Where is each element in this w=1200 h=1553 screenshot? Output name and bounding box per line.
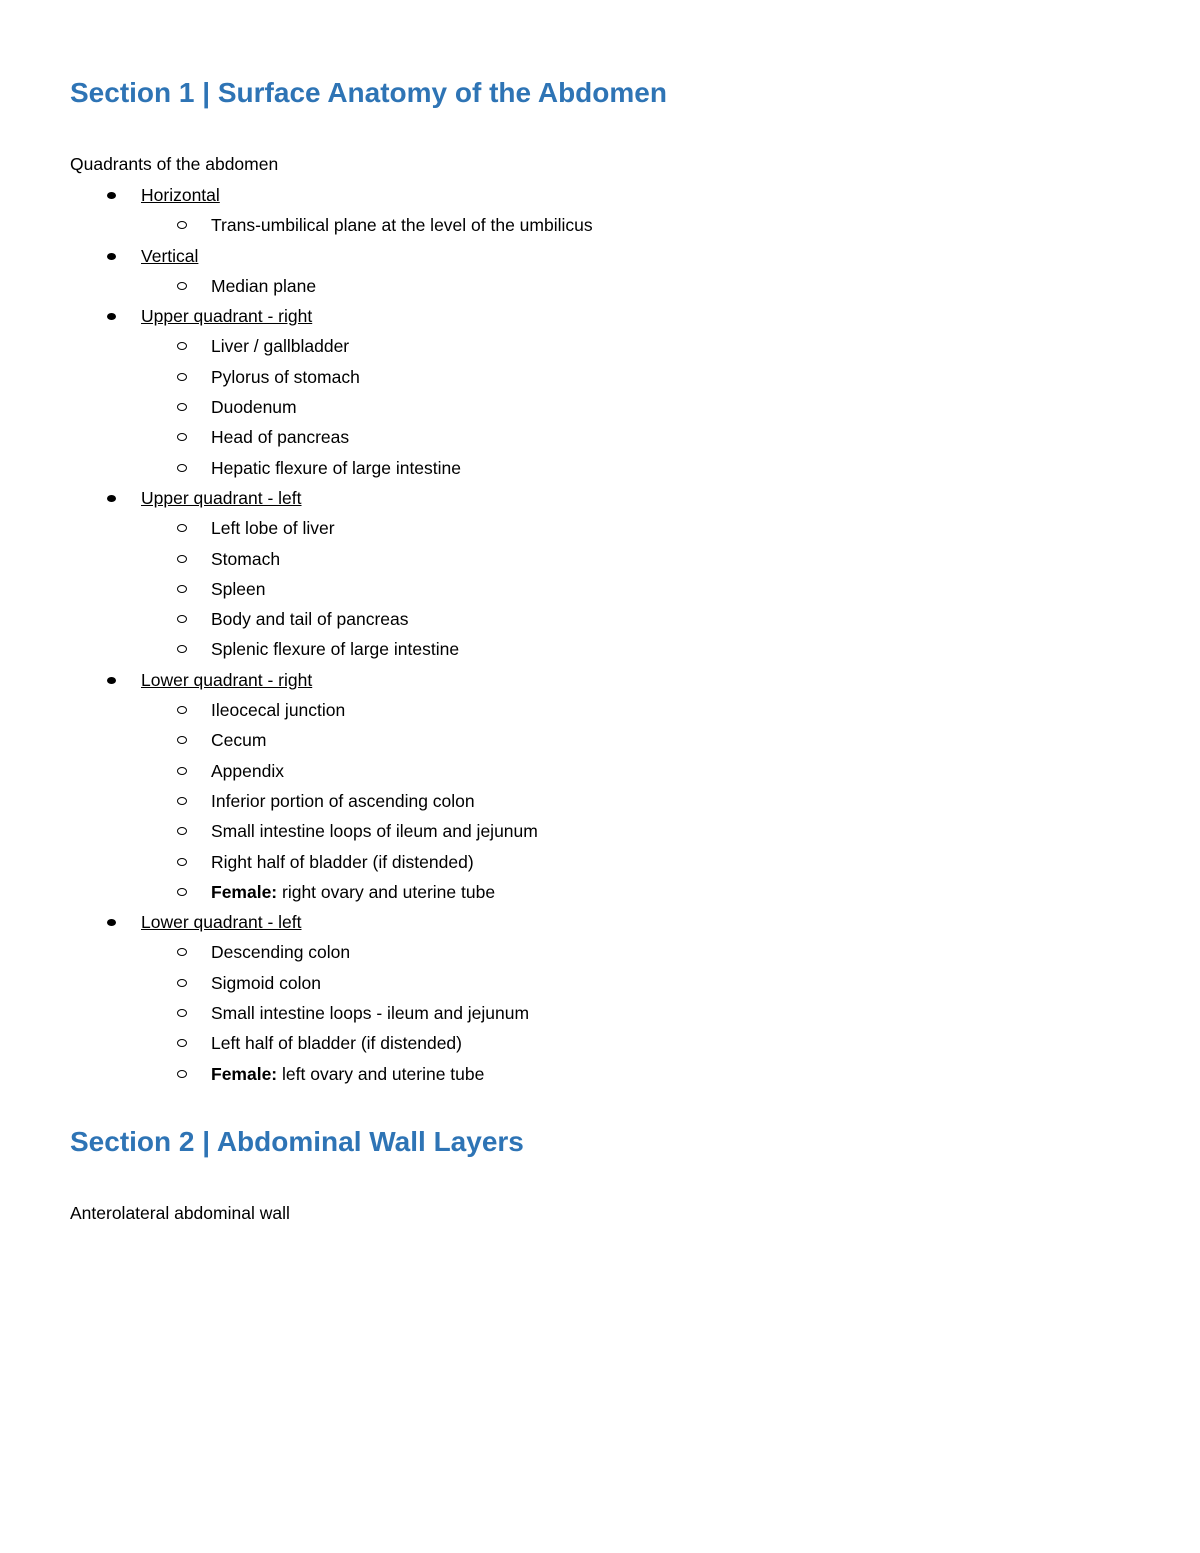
list-item (0, 760, 1200, 790)
list-item-text: Left lobe of liver (211, 518, 335, 539)
hollow-bullet-icon (177, 433, 187, 441)
hollow-bullet-icon (177, 979, 187, 987)
list-item (0, 608, 1200, 638)
hollow-bullet-icon (177, 373, 187, 381)
list-item (0, 1002, 1200, 1032)
hollow-bullet-icon (177, 342, 187, 350)
list-item-text (211, 1063, 484, 1085)
list-item (0, 699, 1200, 729)
section-1-heading: Section 1 | Surface Anatomy of the Abdomen (70, 77, 667, 108)
filled-bullet-icon (107, 313, 116, 320)
hollow-bullet-icon (177, 797, 187, 805)
hollow-bullet-icon (177, 464, 187, 472)
list-item-text: Small intestine loops of ileum and jejunum (211, 821, 538, 842)
list-item (0, 457, 1200, 487)
hollow-bullet-icon (177, 282, 187, 290)
hollow-bullet-icon (177, 615, 187, 623)
filled-bullet-icon (107, 495, 116, 502)
list-item-text: Duodenum (211, 397, 297, 418)
list-item (0, 335, 1200, 365)
hollow-bullet-icon (177, 585, 187, 593)
section-2-intro: Anterolateral abdominal wall (70, 1203, 290, 1223)
group-label: Lower quadrant - left (141, 912, 302, 933)
hollow-bullet-icon (177, 555, 187, 563)
group-label: Vertical (141, 245, 199, 266)
list-item (0, 517, 1200, 547)
list-item-text: Right half of bladder (if distended) (211, 851, 474, 872)
list-item-group (0, 669, 1200, 699)
list-item-text: Descending colon (211, 942, 351, 963)
hollow-bullet-icon (177, 736, 187, 744)
quadrant-list (0, 184, 1200, 1093)
bold-prefix: Female: (211, 1063, 278, 1084)
list-item-text: Liver / gallbladder (211, 336, 350, 357)
hollow-bullet-icon (177, 403, 187, 411)
hollow-bullet-icon (177, 1070, 187, 1078)
hollow-bullet-icon (177, 221, 187, 229)
list-item (0, 275, 1200, 305)
hollow-bullet-icon (177, 1039, 187, 1047)
list-item (0, 881, 1200, 911)
item-rest-text: right ovary and uterine tube (277, 881, 496, 902)
list-item (0, 366, 1200, 396)
list-item-group (0, 184, 1200, 214)
list-item (0, 1032, 1200, 1062)
list-item (0, 1063, 1200, 1093)
section-2-heading: Section 2 | Abdominal Wall Layers (70, 1126, 524, 1157)
item-rest-text: left ovary and uterine tube (277, 1063, 485, 1084)
list-item-text: Pylorus of stomach (211, 366, 360, 387)
group-label: Lower quadrant - right (141, 669, 313, 690)
list-item (0, 972, 1200, 1002)
list-item (0, 729, 1200, 759)
list-item-text: Left half of bladder (if distended) (211, 1033, 462, 1054)
list-item-group (0, 911, 1200, 941)
list-item-text: Small intestine loops - ileum and jejunum (211, 1003, 530, 1024)
list-item (0, 578, 1200, 608)
list-item-text: Ileocecal junction (211, 700, 346, 721)
list-item (0, 638, 1200, 668)
list-item-group (0, 305, 1200, 335)
list-item (0, 941, 1200, 971)
group-label: Upper quadrant - right (141, 306, 313, 327)
hollow-bullet-icon (177, 888, 187, 896)
list-item-text: Inferior portion of ascending colon (211, 790, 475, 811)
list-item-text: Median plane (211, 275, 317, 296)
list-item-group (0, 487, 1200, 517)
filled-bullet-icon (107, 253, 116, 260)
list-item-text: Hepatic flexure of large intestine (211, 457, 461, 478)
list-item-text: Stomach (211, 548, 281, 569)
list-item-text (211, 881, 495, 903)
list-item-text: Cecum (211, 730, 267, 751)
list-item-text: Body and tail of pancreas (211, 609, 409, 630)
hollow-bullet-icon (177, 706, 187, 714)
group-label: Upper quadrant - left (141, 487, 302, 508)
hollow-bullet-icon (177, 948, 187, 956)
hollow-bullet-icon (177, 767, 187, 775)
list-item-text: Head of pancreas (211, 427, 350, 448)
list-item (0, 426, 1200, 456)
hollow-bullet-icon (177, 827, 187, 835)
list-item-text: Spleen (211, 578, 266, 599)
list-item (0, 851, 1200, 881)
hollow-bullet-icon (177, 645, 187, 653)
list-item-text: Sigmoid colon (211, 972, 321, 993)
list-item-text: Appendix (211, 760, 284, 781)
section-1-intro: Quadrants of the abdomen (70, 154, 279, 174)
list-item (0, 214, 1200, 244)
hollow-bullet-icon (177, 858, 187, 866)
list-item (0, 548, 1200, 578)
hollow-bullet-icon (177, 1009, 187, 1017)
list-item-group (0, 245, 1200, 275)
filled-bullet-icon (107, 192, 116, 199)
hollow-bullet-icon (177, 524, 187, 532)
filled-bullet-icon (107, 677, 116, 684)
list-item-text: Trans-umbilical plane at the level of the umbilicus (211, 215, 593, 236)
list-item-text: Splenic flexure of large intestine (211, 639, 460, 660)
filled-bullet-icon (107, 919, 116, 926)
list-item (0, 396, 1200, 426)
list-item (0, 790, 1200, 820)
group-label: Horizontal (141, 185, 220, 205)
list-item (0, 820, 1200, 850)
bold-prefix: Female: (211, 881, 278, 902)
